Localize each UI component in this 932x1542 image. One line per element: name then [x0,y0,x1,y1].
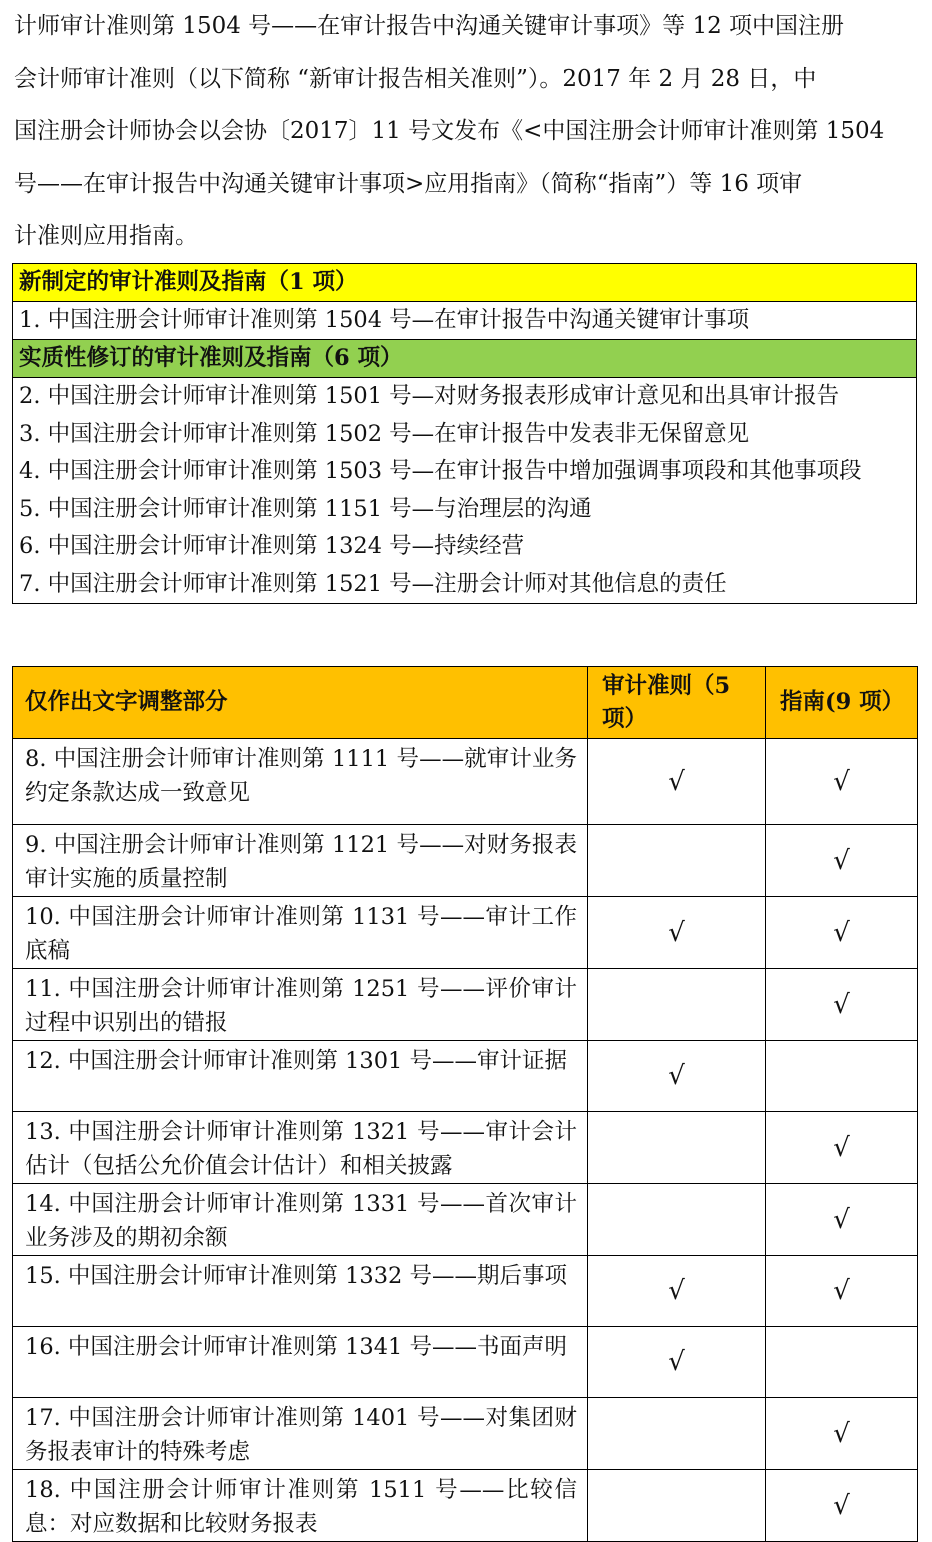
standard-check-mark: √ [588,1041,766,1112]
guide-check-mark: √ [766,739,918,825]
guide-check-mark: √ [766,825,918,897]
standard-check-mark: √ [588,1327,766,1398]
intro-paragraph [14,0,918,263]
list-item: 4. 中国注册会计师审计准则第 1503 号—在审计报告中增加强调事项段和其他事项段 [19,458,862,484]
standard-name: 14. 中国注册会计师审计准则第 1331 号——首次审计业务涉及的期初余额 [13,1184,588,1256]
table-header-row [13,667,918,739]
new-and-revised-standards-table [12,263,917,604]
standard-check-mark [588,1470,766,1542]
guide-check-mark: √ [766,1470,918,1542]
guide-check-mark: √ [766,1184,918,1256]
standard-check-mark [588,1112,766,1184]
standard-name: 10. 中国注册会计师审计准则第 1131 号——审计工作底稿 [13,897,588,969]
standard-name: 12. 中国注册会计师审计准则第 1301 号——审计证据 [13,1041,588,1112]
standard-name: 11. 中国注册会计师审计准则第 1251 号——评价审计过程中识别出的错报 [13,969,588,1041]
list-item: 3. 中国注册会计师审计准则第 1502 号—在审计报告中发表非无保留意见 [19,420,750,447]
standard-name: 9. 中国注册会计师审计准则第 1121 号——对财务报表审计实施的质量控制 [13,825,588,897]
guide-check-mark [766,1327,918,1398]
table-row [13,1327,918,1398]
standard-name: 15. 中国注册会计师审计准则第 1332 号——期后事项 [13,1256,588,1327]
intro-line: 会计师审计准则（以下简称 “新审计报告相关准则”）。2017 年 2 月 28 日，中 [14,65,817,92]
intro-line: 号——在审计报告中沟通关键审计事项>应用指南》（简称“指南”）等 16 项审 [14,170,803,197]
table-row [13,969,918,1041]
table-row [13,739,918,825]
standard-check-mark [588,825,766,897]
table-row [13,1256,918,1327]
standard-name: 18. 中国注册会计师审计准则第 1511 号——比较信息：对应数据和比较财务报表 [13,1470,588,1542]
revised-section-header: 实质性修订的审计准则及指南（6 项） [13,340,917,378]
intro-line: 计师审计准则第 1504 号——在审计报告中沟通关键审计事项》等 12 项中国注册 [14,13,845,39]
guide-check-mark: √ [766,1112,918,1184]
standard-check-mark [588,969,766,1041]
standard-check-mark: √ [588,1256,766,1327]
table-row [13,1398,918,1470]
standard-name: 16. 中国注册会计师审计准则第 1341 号——书面声明 [13,1327,588,1398]
table-row [13,1184,918,1256]
list-item: 6. 中国注册会计师审计准则第 1324 号—持续经营 [19,533,525,559]
standard-name: 13. 中国注册会计师审计准则第 1321 号——审计会计估计（包括公允价值会计估计）和相关披露 [13,1112,588,1184]
table-row [13,1041,918,1112]
list-item: 7. 中国注册会计师审计准则第 1521 号—注册会计师对其他信息的责任 [19,570,727,597]
table-row [13,825,918,897]
revised-section-list [13,378,917,604]
table-body [13,739,918,1542]
intro-line: 计准则应用指南。 [14,223,198,249]
standard-check-mark [588,1398,766,1470]
standard-name: 17. 中国注册会计师审计准则第 1401 号——对集团财务报表审计的特殊考虑 [13,1398,588,1470]
table-row [13,897,918,969]
guide-check-mark: √ [766,897,918,969]
column-header-standard: 审计准则（5 项） [588,667,766,739]
intro-line: 国注册会计师协会以会协〔2017〕11 号文发布《<中国注册会计师审计准则第 1504 [14,118,885,144]
text-section-header: 仅作出文字调整部分 [13,667,588,739]
guide-check-mark [766,1041,918,1112]
text-adjusted-standards-table [12,666,918,1542]
table-row [13,1470,918,1542]
standard-check-mark: √ [588,739,766,825]
standard-check-mark: √ [588,897,766,969]
standard-check-mark [588,1184,766,1256]
new-section-header: 新制定的审计准则及指南（1 项） [13,264,917,302]
list-item: 2. 中国注册会计师审计准则第 1501 号—对财务报表形成审计意见和出具审计报告 [19,383,840,409]
guide-check-mark: √ [766,1256,918,1327]
standard-name: 8. 中国注册会计师审计准则第 1111 号——就审计业务约定条款达成一致意见 [13,739,588,825]
new-section-item: 1. 中国注册会计师审计准则第 1504 号—在审计报告中沟通关键审计事项 [13,302,917,340]
column-header-guide: 指南(9 项） [766,667,918,739]
guide-check-mark: √ [766,969,918,1041]
table-row [13,1112,918,1184]
guide-check-mark: √ [766,1398,918,1470]
list-item: 5. 中国注册会计师审计准则第 1151 号—与治理层的沟通 [19,495,592,522]
